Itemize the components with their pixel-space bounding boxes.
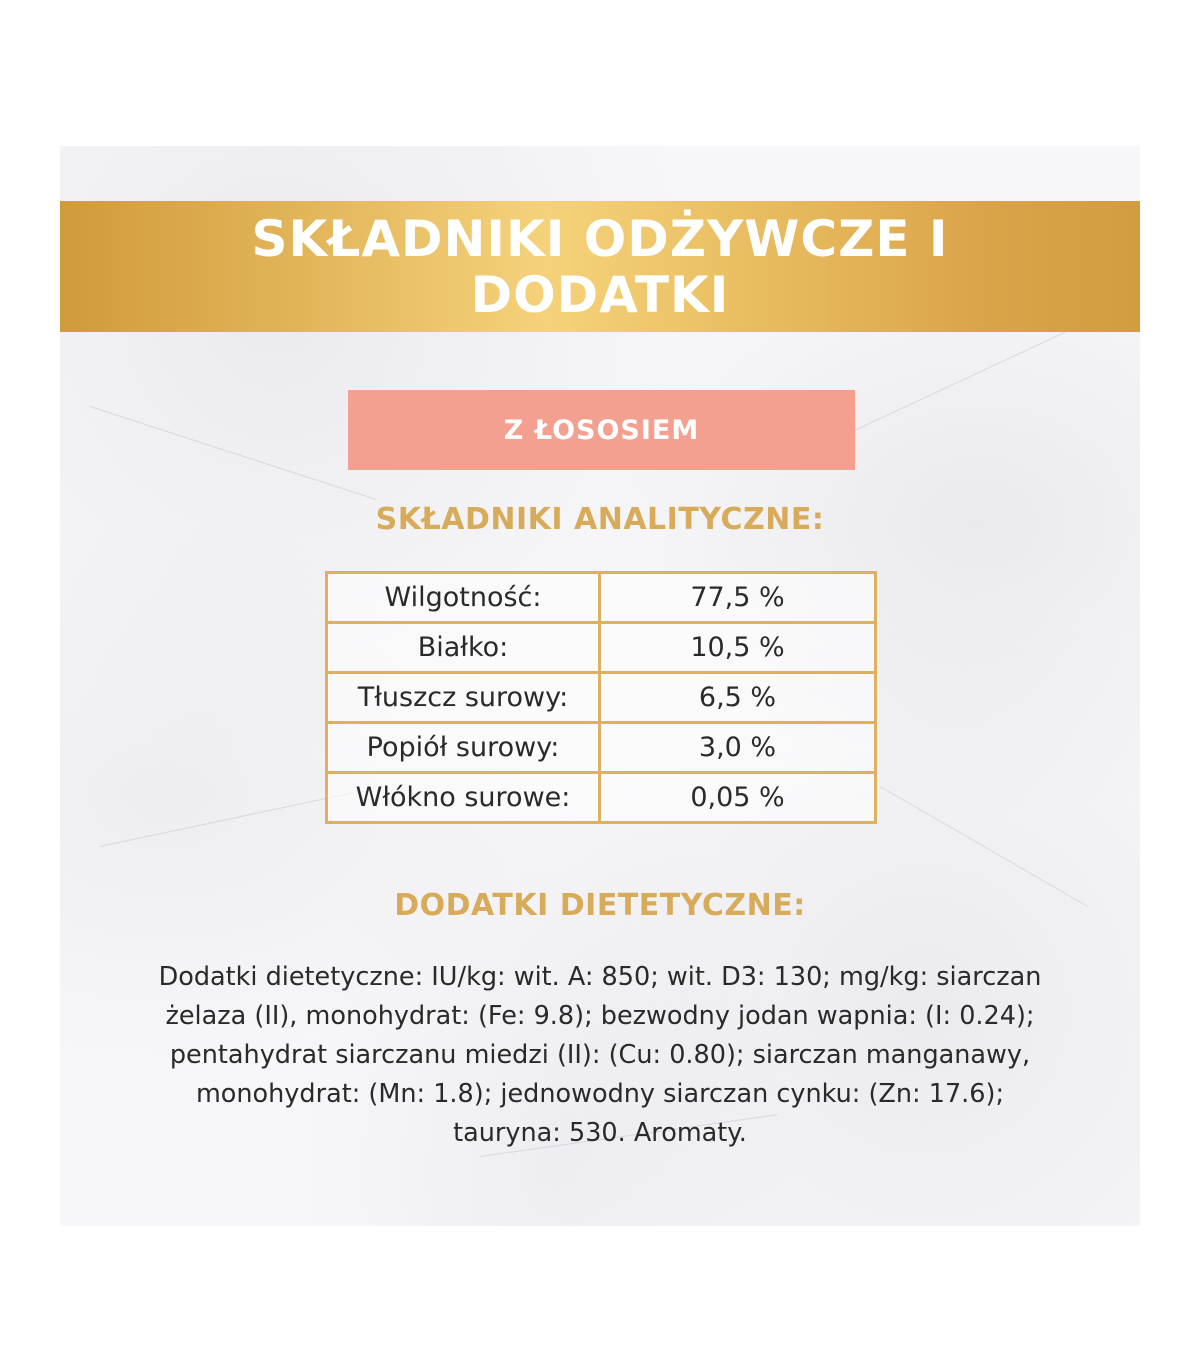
nutrient-value: 3,0 %	[600, 723, 876, 773]
flavor-badge: Z ŁOSOSIEM	[348, 390, 855, 470]
dietary-additives-text: Dodatki dietetyczne: IU/kg: wit. A: 850; wit. D3: 130; mg/kg: siarczan żelaza (II), monohydrat: (Fe: 9.8); bezwodny jodan wapnia: (I: 0.24); pentahydrat siarczanu miedzi (II): (Cu: 0.80); siarczan manganawy, monohydrat: (Mn: 1.8); jednowodny siarczan cynku: (Zn: 17.6); tauryna: 530. Aromaty.	[158, 962, 1042, 1148]
analytic-section-title: SKŁADNIKI ANALITYCZNE:	[375, 502, 825, 537]
nutrient-value: 10,5 %	[600, 623, 876, 673]
nutrient-name: Białko:	[327, 623, 600, 673]
nutrition-card	[60, 146, 1140, 1226]
analytic-table	[325, 571, 877, 824]
table-row	[327, 673, 876, 723]
marble-vein	[820, 328, 1074, 447]
nutrient-name: Wilgotność:	[327, 573, 600, 623]
table-row	[327, 623, 876, 673]
marble-vein	[100, 792, 355, 847]
table-row	[327, 723, 876, 773]
table-row	[327, 773, 876, 823]
nutrient-value: 6,5 %	[600, 673, 876, 723]
nutrient-value: 77,5 %	[600, 573, 876, 623]
dietary-section-title: DODATKI DIETETYCZNE:	[394, 888, 806, 923]
nutrient-name: Popiół surowy:	[327, 723, 600, 773]
nutrient-name: Tłuszcz surowy:	[327, 673, 600, 723]
marble-vein	[90, 406, 376, 500]
nutrient-name: Włókno surowe:	[327, 773, 600, 823]
page-title: SKŁADNIKI ODŻYWCZE I DODATKI	[251, 209, 949, 324]
nutrient-value: 0,05 %	[600, 773, 876, 823]
header-banner	[60, 201, 1140, 332]
table-row	[327, 573, 876, 623]
